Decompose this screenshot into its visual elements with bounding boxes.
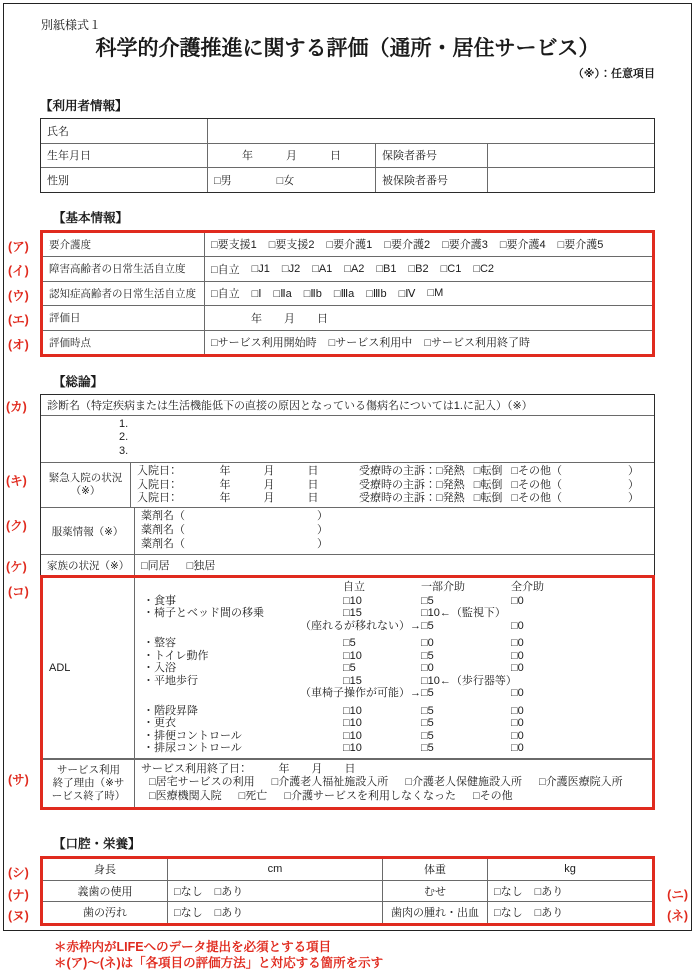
hospital-date-field[interactable]: 入院日： 年 月 日	[137, 465, 319, 478]
adl-header-row	[143, 581, 652, 594]
adl-checkbox-full[interactable]: □0	[511, 729, 524, 742]
adl-required-frame	[8, 575, 655, 810]
section-heading-user-info: 【利用者情報】	[40, 99, 128, 113]
checkbox-option[interactable]: □Ⅲa	[333, 287, 355, 300]
checkbox-option[interactable]: □その他（ ）	[511, 478, 639, 491]
checkbox-option[interactable]: □転倒	[473, 492, 503, 505]
oral-nutrition-required-frame	[8, 856, 688, 926]
diagnosis-header-row	[6, 395, 654, 416]
checkbox-option[interactable]: □介護老人保健施設入所	[405, 776, 522, 789]
medication-name-field[interactable]: 薬剤名（ ）	[141, 524, 328, 537]
hospitalization-label-line1: 緊急入院の状況	[48, 472, 123, 485]
tooth-stain-options	[168, 902, 383, 923]
adl-checkbox-partial[interactable]: □5	[421, 729, 434, 742]
adl-checkbox-full[interactable]	[506, 607, 652, 620]
adl-item-label: ・階段昇降	[143, 704, 198, 717]
diagnosis-line[interactable]: 1.	[119, 418, 129, 430]
adl-checkbox-full[interactable]: □0	[511, 742, 524, 755]
checkbox-option[interactable]: □転倒	[473, 478, 503, 491]
section-heading-basic-info: 【基本情報】	[53, 210, 129, 225]
family-status-label: 家族の状況（※）	[41, 555, 135, 575]
service-end-row	[8, 759, 652, 807]
family-status-options	[135, 555, 654, 575]
checkbox-option[interactable]: □A2	[344, 262, 365, 275]
evaluation-date-row	[8, 306, 652, 331]
checkbox-option[interactable]: □要介護2	[384, 239, 431, 252]
row-tag-right: (ニ)	[667, 887, 688, 902]
gender-options	[208, 168, 376, 192]
gender-row	[41, 168, 654, 192]
checkbox-option[interactable]: □サービス利用終了時	[424, 337, 530, 350]
diagnosis-list-row	[41, 416, 654, 463]
service-end-content	[135, 760, 652, 807]
adl-checkbox-partial[interactable]: □5	[421, 594, 434, 607]
adl-item-row	[143, 730, 652, 743]
adl-checkbox-full[interactable]: □0	[511, 619, 524, 632]
checkbox-option[interactable]: □その他（ ）	[511, 492, 639, 505]
adl-checkbox-full[interactable]: □0	[511, 637, 524, 650]
checkbox-option[interactable]: □Ⅳ	[398, 287, 416, 300]
hospital-date-field[interactable]: 入院日： 年 月 日	[137, 478, 319, 491]
checkbox-option[interactable]: □B2	[408, 262, 429, 275]
adl-item-label: ・排便コントロール	[143, 729, 242, 742]
adl-item-row	[143, 662, 652, 675]
adl-checkbox-independent[interactable]: □15	[343, 607, 362, 620]
care-level-options	[205, 233, 652, 257]
checkbox-option[interactable]: □C1	[440, 262, 462, 275]
checkbox-option[interactable]: □転倒	[473, 465, 503, 478]
adl-checkbox-independent[interactable]: □5	[343, 637, 356, 650]
adl-checkbox-partial[interactable]: □5	[421, 649, 434, 662]
adl-checkbox-full[interactable]	[517, 675, 652, 688]
adl-item-row	[143, 637, 652, 650]
adl-checkbox-partial[interactable]: □10←（監視下）	[421, 607, 506, 620]
checkbox-option[interactable]: □自立	[211, 288, 240, 301]
adl-item-label: ・トイレ動作	[143, 649, 209, 662]
medication-name-field[interactable]: 薬剤名（ ）	[141, 538, 328, 551]
service-end-label-line2: 終了理由（※サ	[52, 776, 125, 789]
height-weight-row	[8, 859, 652, 881]
checkbox-option[interactable]: □なし	[494, 907, 523, 920]
checkbox-option[interactable]: □サービス利用中	[328, 337, 413, 350]
adl-checkbox-independent[interactable]: □10	[343, 717, 362, 730]
adl-item-label: ・整容	[143, 637, 176, 650]
checkbox-option[interactable]: □介護医療院入所	[538, 776, 623, 789]
checkbox-option[interactable]: □居宅サービスの利用	[149, 776, 255, 789]
adl-item-row	[143, 675, 652, 688]
adl-checkbox-independent[interactable]: □10	[343, 594, 362, 607]
adl-item-label: （車椅子操作が可能）→	[300, 687, 421, 700]
adl-header-full-assist: 全介助	[511, 581, 544, 594]
checkbox-option[interactable]: □Ⅱa	[273, 287, 292, 300]
overview-table	[6, 394, 655, 575]
name-row	[41, 119, 654, 144]
care-level-row	[8, 233, 652, 258]
evaluation-point-row	[8, 331, 652, 355]
diagnosis-header: 診断名（特定疾病または生活機能低下の直接の原因となっている傷病名については1.に記入）（※）	[47, 400, 533, 412]
checkbox-option[interactable]: □女	[276, 174, 295, 187]
disability-independence-row	[8, 257, 652, 282]
adl-label: ADL	[43, 578, 135, 758]
service-end-options-line2	[141, 790, 646, 804]
checkbox-option[interactable]: □その他（ ）	[511, 465, 639, 478]
adl-row	[43, 578, 652, 759]
chief-complaint-label: 受療時の主訴：	[359, 492, 437, 505]
insurer-number-input[interactable]	[488, 144, 654, 168]
adl-item-row	[143, 687, 652, 700]
birth-row	[41, 144, 654, 169]
checkbox-option[interactable]: □死亡	[238, 790, 268, 803]
checkbox-option[interactable]: □介護老人福祉施設入所	[271, 776, 389, 789]
footer-note: ＊(ア)～(ネ)は「各項目の評価方法」と対応する箇所を示す	[54, 955, 384, 970]
adl-checkbox-partial[interactable]: □0	[421, 637, 434, 650]
checkbox-option[interactable]: □要支援2	[268, 239, 315, 252]
page-title: 科学的介護推進に関する評価（通所・居住サービス）	[95, 37, 600, 60]
section-heading-overview: 【総論】	[53, 375, 104, 389]
adl-item-label: ・入浴	[143, 662, 176, 675]
checkbox-option[interactable]: □自立	[211, 263, 240, 276]
medication-row	[6, 508, 654, 555]
chief-complaint-options	[436, 492, 648, 505]
chief-complaint-label: 受療時の主訴：	[359, 465, 437, 478]
checkbox-option[interactable]: □あり	[214, 885, 244, 898]
adl-item-row	[143, 650, 652, 663]
row-tag: (ウ)	[8, 288, 29, 303]
adl-checkbox-partial[interactable]: □0	[421, 662, 434, 675]
hospitalization-row	[6, 463, 654, 508]
checkbox-option[interactable]: □医療機関入院	[149, 790, 222, 803]
evaluation-point-options	[205, 331, 652, 355]
adl-checkbox-partial[interactable]: □10←（歩行器等）	[421, 674, 517, 687]
checkbox-option[interactable]: □発熱	[436, 492, 465, 505]
adl-checkbox-full[interactable]: □0	[511, 687, 524, 700]
family-status-row	[6, 555, 654, 575]
checkbox-option[interactable]: □C2	[473, 262, 495, 275]
checkbox-option[interactable]: □Ⅲb	[366, 287, 387, 300]
checkbox-option[interactable]: □なし	[174, 907, 203, 920]
adl-checkbox-full[interactable]: □0	[511, 649, 524, 662]
diagnosis-list	[41, 416, 654, 462]
hospitalization-lines	[131, 463, 654, 507]
checkbox-option[interactable]: □あり	[534, 907, 564, 920]
adl-item-label: ・椅子とベッド間の移乗	[143, 607, 264, 620]
checkbox-option[interactable]: □Ⅰ	[251, 287, 262, 300]
birth-date-field[interactable]: 年 月 日	[208, 144, 376, 168]
checkbox-option[interactable]: □A1	[312, 262, 333, 275]
checkbox-option[interactable]: □要介護3	[442, 239, 488, 252]
hospital-date-field[interactable]: 入院日： 年 月 日	[137, 492, 319, 505]
row-tag: (イ)	[8, 264, 29, 278]
user-info-table	[40, 118, 655, 193]
hospitalization-line	[137, 479, 648, 492]
row-tag-right: (ネ)	[667, 909, 688, 924]
adl-item-row	[143, 607, 652, 620]
adl-checkbox-partial[interactable]: □5	[421, 619, 434, 632]
adl-item-row	[143, 595, 652, 608]
adl-header-independent: 自立	[343, 581, 365, 594]
checkbox-option[interactable]: □なし	[174, 885, 203, 898]
dementia-independence-options	[205, 282, 652, 306]
name-label: 氏名	[41, 119, 208, 143]
row-tag: (ク)	[6, 519, 27, 534]
checkbox-option[interactable]: □発熱	[436, 465, 465, 478]
hospitalization-line	[137, 492, 648, 505]
adl-item-row	[143, 717, 652, 730]
hospitalization-label-line2: （※）	[70, 485, 101, 498]
insured-number-input[interactable]	[488, 168, 654, 192]
evaluation-date-field[interactable]: 年 月 日	[251, 312, 328, 325]
insured-number-label: 被保険者番号	[376, 168, 488, 192]
form-code: 別紙様式１	[41, 18, 102, 32]
name-input[interactable]	[208, 119, 654, 143]
checkbox-option[interactable]: □B1	[376, 262, 397, 275]
adl-checkbox-independent[interactable]: □5	[343, 662, 356, 675]
adl-rows	[143, 595, 652, 755]
dementia-independence-label: 認知症高齢者の日常生活自立度	[43, 282, 205, 306]
adl-checkbox-full[interactable]: □0	[511, 594, 524, 607]
footer-note: ＊赤枠内がLIFEへのデータ提出を必須とする項目	[54, 939, 332, 954]
adl-item-label: ・更衣	[143, 717, 176, 730]
row-tag: (サ)	[8, 772, 29, 787]
row-tag: (ヌ)	[8, 909, 29, 924]
checkbox-option[interactable]: □M	[427, 287, 444, 300]
checkbox-option[interactable]: □あり	[534, 885, 564, 898]
adl-checkbox-full[interactable]: □0	[511, 717, 524, 730]
row-tag: (ア)	[8, 239, 29, 254]
chief-complaint-options	[436, 465, 648, 478]
adl-checkbox-partial[interactable]: □5	[421, 717, 434, 730]
checkbox-option[interactable]: □介護サービスを利用しなくなった	[284, 790, 456, 803]
service-end-label-line1: サービス利用	[57, 763, 120, 776]
basic-info-required-frame	[8, 230, 655, 358]
adl-checkbox-independent[interactable]: □10	[343, 704, 362, 717]
weight-label: 体重	[383, 859, 488, 880]
height-label: 身長	[43, 859, 168, 880]
checkbox-option[interactable]: □要介護4	[499, 239, 546, 252]
evaluation-date-label: 評価日	[43, 306, 205, 330]
row-tag: (シ)	[8, 866, 29, 881]
chief-complaint-label: 受療時の主訴：	[359, 478, 437, 491]
evaluation-point-label: 評価時点	[43, 331, 205, 355]
checkbox-option[interactable]: □男	[214, 174, 232, 187]
checkbox-option[interactable]: □その他	[472, 790, 513, 803]
footer-notes	[54, 939, 655, 971]
adl-header-partial-assist: 一部介助	[421, 581, 465, 594]
optional-note: （※）：任意項目	[572, 68, 655, 80]
adl-checkbox-partial[interactable]: □5	[421, 742, 434, 755]
adl-item-row	[143, 620, 652, 633]
checkbox-option[interactable]: □要介護5	[557, 239, 604, 252]
choking-options	[488, 881, 652, 902]
checkbox-option[interactable]: □J1	[251, 262, 270, 275]
birth-date-label: 生年月日	[41, 144, 208, 168]
adl-checkbox-partial[interactable]: □5	[421, 704, 434, 717]
service-end-label	[43, 760, 135, 807]
denture-options	[168, 881, 383, 902]
hospitalization-line	[137, 465, 648, 478]
spacer	[143, 581, 343, 594]
adl-item-label: （座れるが移れない）→	[300, 619, 421, 632]
adl-item-label: ・平地歩行	[143, 674, 198, 687]
row-tag: (ケ)	[6, 560, 27, 575]
service-end-date-field[interactable]: サービス利用終了日： 年 月 日	[141, 762, 356, 775]
adl-checkbox-independent[interactable]: □15	[343, 674, 362, 687]
section-heading-oral-nutrition: 【口腔・栄養】	[53, 837, 141, 852]
checkbox-option[interactable]: □発熱	[436, 478, 465, 491]
gender-label: 性別	[41, 168, 208, 192]
chief-complaint-options	[436, 479, 648, 492]
adl-checkbox-full[interactable]: □0	[511, 662, 524, 675]
row-tag: (キ)	[6, 474, 27, 489]
adl-checkbox-independent[interactable]: □10	[343, 729, 362, 742]
service-end-options-line1	[141, 776, 646, 790]
weight-input-kg[interactable]: kg	[564, 863, 576, 876]
checkbox-option[interactable]: □サービス利用開始時	[211, 337, 317, 350]
gum-swelling-options	[488, 902, 652, 923]
checkbox-option[interactable]: □Ⅱb	[303, 287, 322, 300]
adl-checkbox-independent[interactable]: □10	[343, 649, 362, 662]
adl-item-row	[143, 742, 652, 755]
checkbox-option[interactable]: □なし	[494, 885, 523, 898]
medication-label: 服薬情報（※）	[41, 508, 135, 554]
row-tag: (コ)	[8, 585, 29, 600]
diagnosis-line[interactable]: 2.	[119, 431, 129, 444]
medication-name-field[interactable]: 薬剤名（ ）	[141, 510, 328, 523]
disability-independence-options	[205, 257, 652, 281]
checkbox-option[interactable]: □あり	[214, 907, 244, 920]
service-end-label-line3: ービス終了時）	[51, 789, 126, 802]
checkbox-option[interactable]: □同居	[141, 560, 170, 573]
diagnosis-line[interactable]: 3.	[119, 444, 129, 457]
tooth-stain-gum-row	[8, 902, 688, 924]
checkbox-option[interactable]: □要介護1	[326, 239, 373, 252]
row-tag: (カ)	[6, 400, 27, 414]
tooth-stain-label: 歯の汚れ	[43, 902, 168, 923]
checkbox-option[interactable]: □要支援1	[211, 239, 257, 252]
adl-checkbox-partial[interactable]: □5	[421, 687, 434, 700]
adl-item-label: ・食事	[143, 594, 176, 607]
adl-item-row	[143, 705, 652, 718]
denture-choking-row	[8, 881, 688, 903]
checkbox-option[interactable]: □独居	[186, 560, 216, 573]
dementia-independence-row	[8, 282, 652, 307]
medication-lines	[135, 508, 654, 554]
disability-independence-label: 障害高齢者の日常生活自立度	[43, 257, 205, 281]
height-input-cm[interactable]: cm	[168, 859, 383, 880]
adl-checkbox-full[interactable]: □0	[511, 704, 524, 717]
row-tag: (ナ)	[8, 887, 29, 902]
insurer-number-label: 保険者番号	[376, 144, 488, 168]
choking-label: むせ	[383, 881, 488, 902]
hospitalization-label	[41, 463, 131, 507]
adl-checkbox-independent[interactable]: □10	[343, 742, 362, 755]
care-level-label: 要介護度	[43, 233, 205, 257]
adl-item-label: ・排尿コントロール	[143, 742, 242, 755]
checkbox-option[interactable]: □J2	[281, 262, 301, 275]
row-tag: (エ)	[8, 313, 29, 327]
adl-content	[135, 578, 652, 758]
row-tag: (オ)	[8, 337, 29, 352]
denture-label: 義歯の使用	[43, 881, 168, 902]
gum-swelling-label: 歯肉の腫れ・出血	[383, 902, 488, 923]
